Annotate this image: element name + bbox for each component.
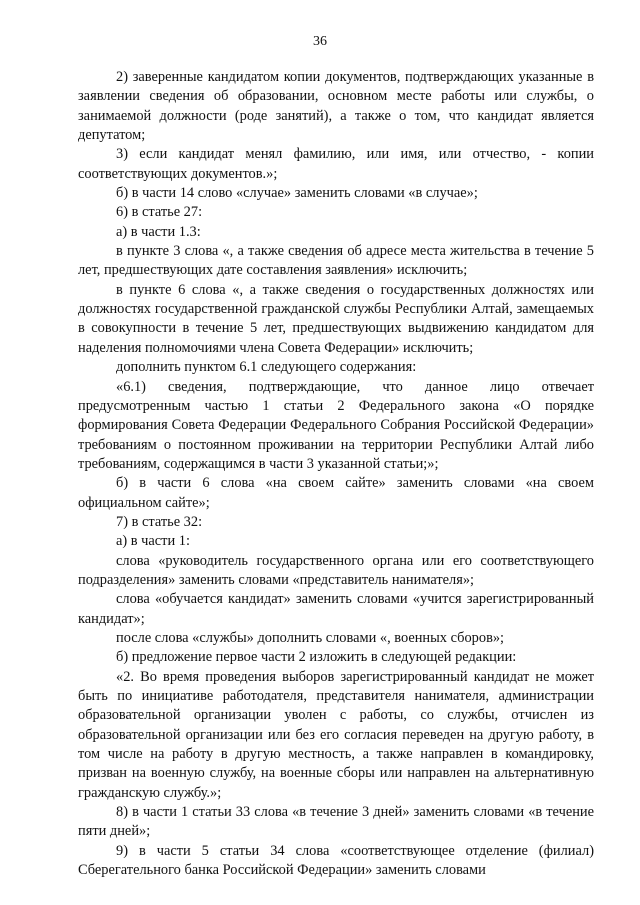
paragraph: 9) в части 5 статьи 34 слова «соответствующее отделение (филиал) Сберегательного банка Российской Федерации» заменить словами [78,842,594,879]
paragraph: 3) если кандидат менял фамилию, или имя, или отчество, - копии соответствующих документов.»; [78,146,594,182]
paragraph: в пункте 6 слова «, а также сведения о государственных должностях или должностях государственной гражданской службы Республики Алтай, замещаемых в совокупности в течение 5 лет, предшествующих выдвижению кандидатом для наделения полномочиями члена Совета Федерации» исключить; [78,281,594,356]
paragraph: дополнить пунктом 6.1 следующего содержания: [116,359,417,376]
paragraph: слова «обучается кандидат» заменить словами «учится зарегистрированный кандидат»; [78,591,594,627]
paragraph: а) в части 1.3: [116,223,201,240]
paragraph: б) в части 6 слова «на своем сайте» заменить словами «на своем официальном сайте»; [78,475,594,511]
document-body [78,68,594,880]
paragraph: б) предложение первое части 2 изложить в следующей редакции: [116,649,517,666]
paragraph: в пункте 3 слова «, а также сведения об адресе места жительства в течение 5 лет, предшествующих дате составления заявления» исключить; [78,243,594,279]
paragraph: б) в части 14 слово «случае» заменить словами «в случае»; [116,185,478,202]
paragraph: 7) в статье 32: [116,513,203,530]
paragraph: «6.1) сведения, подтверждающие, что данное лицо отвечает предусмотренным частью 1 статьи 2 Федерального закона «О порядке формирования Совета Федерации Федерального Собрания Российской Федерации» требованиям о постоянном проживании на территории Республики Алтай либо требованиям, содержащимся в части 3 указанной статьи;»; [78,378,594,472]
paragraph: 8) в части 1 статьи 33 слова «в течение 3 дней» заменить словами «в течение пяти дней»; [78,804,594,840]
paragraph: 6) в статье 27: [116,204,203,221]
paragraph: а) в части 1: [116,533,190,550]
paragraph: 2) заверенные кандидатом копии документов, подтверждающих указанные в заявлении сведения об образовании, основном месте работы или службы, о занимаемой должности (роде занятий), а также о том, что кандидат является депутатом; [78,69,594,144]
paragraph: после слова «службы» дополнить словами «, военных сборов»; [116,629,505,646]
paragraph: «2. Во время проведения выборов зарегистрированный кандидат не может быть по инициативе работодателя, представителя нанимателя, администрации образовательной организации уволен с работы, со службы, отчислен из образовательной организации или без его согласия переведен на другую работу, в том числе на работу в другую местность, а также направлен в командировку, призван на военную службу, на военные сборы или направлен на альтернативную гражданскую службу.»; [78,668,594,801]
paragraph: слова «руководитель государственного органа или его соответствующего подразделения» заменить словами «представитель нанимателя»; [78,552,594,588]
page-number: 36 [313,34,327,49]
